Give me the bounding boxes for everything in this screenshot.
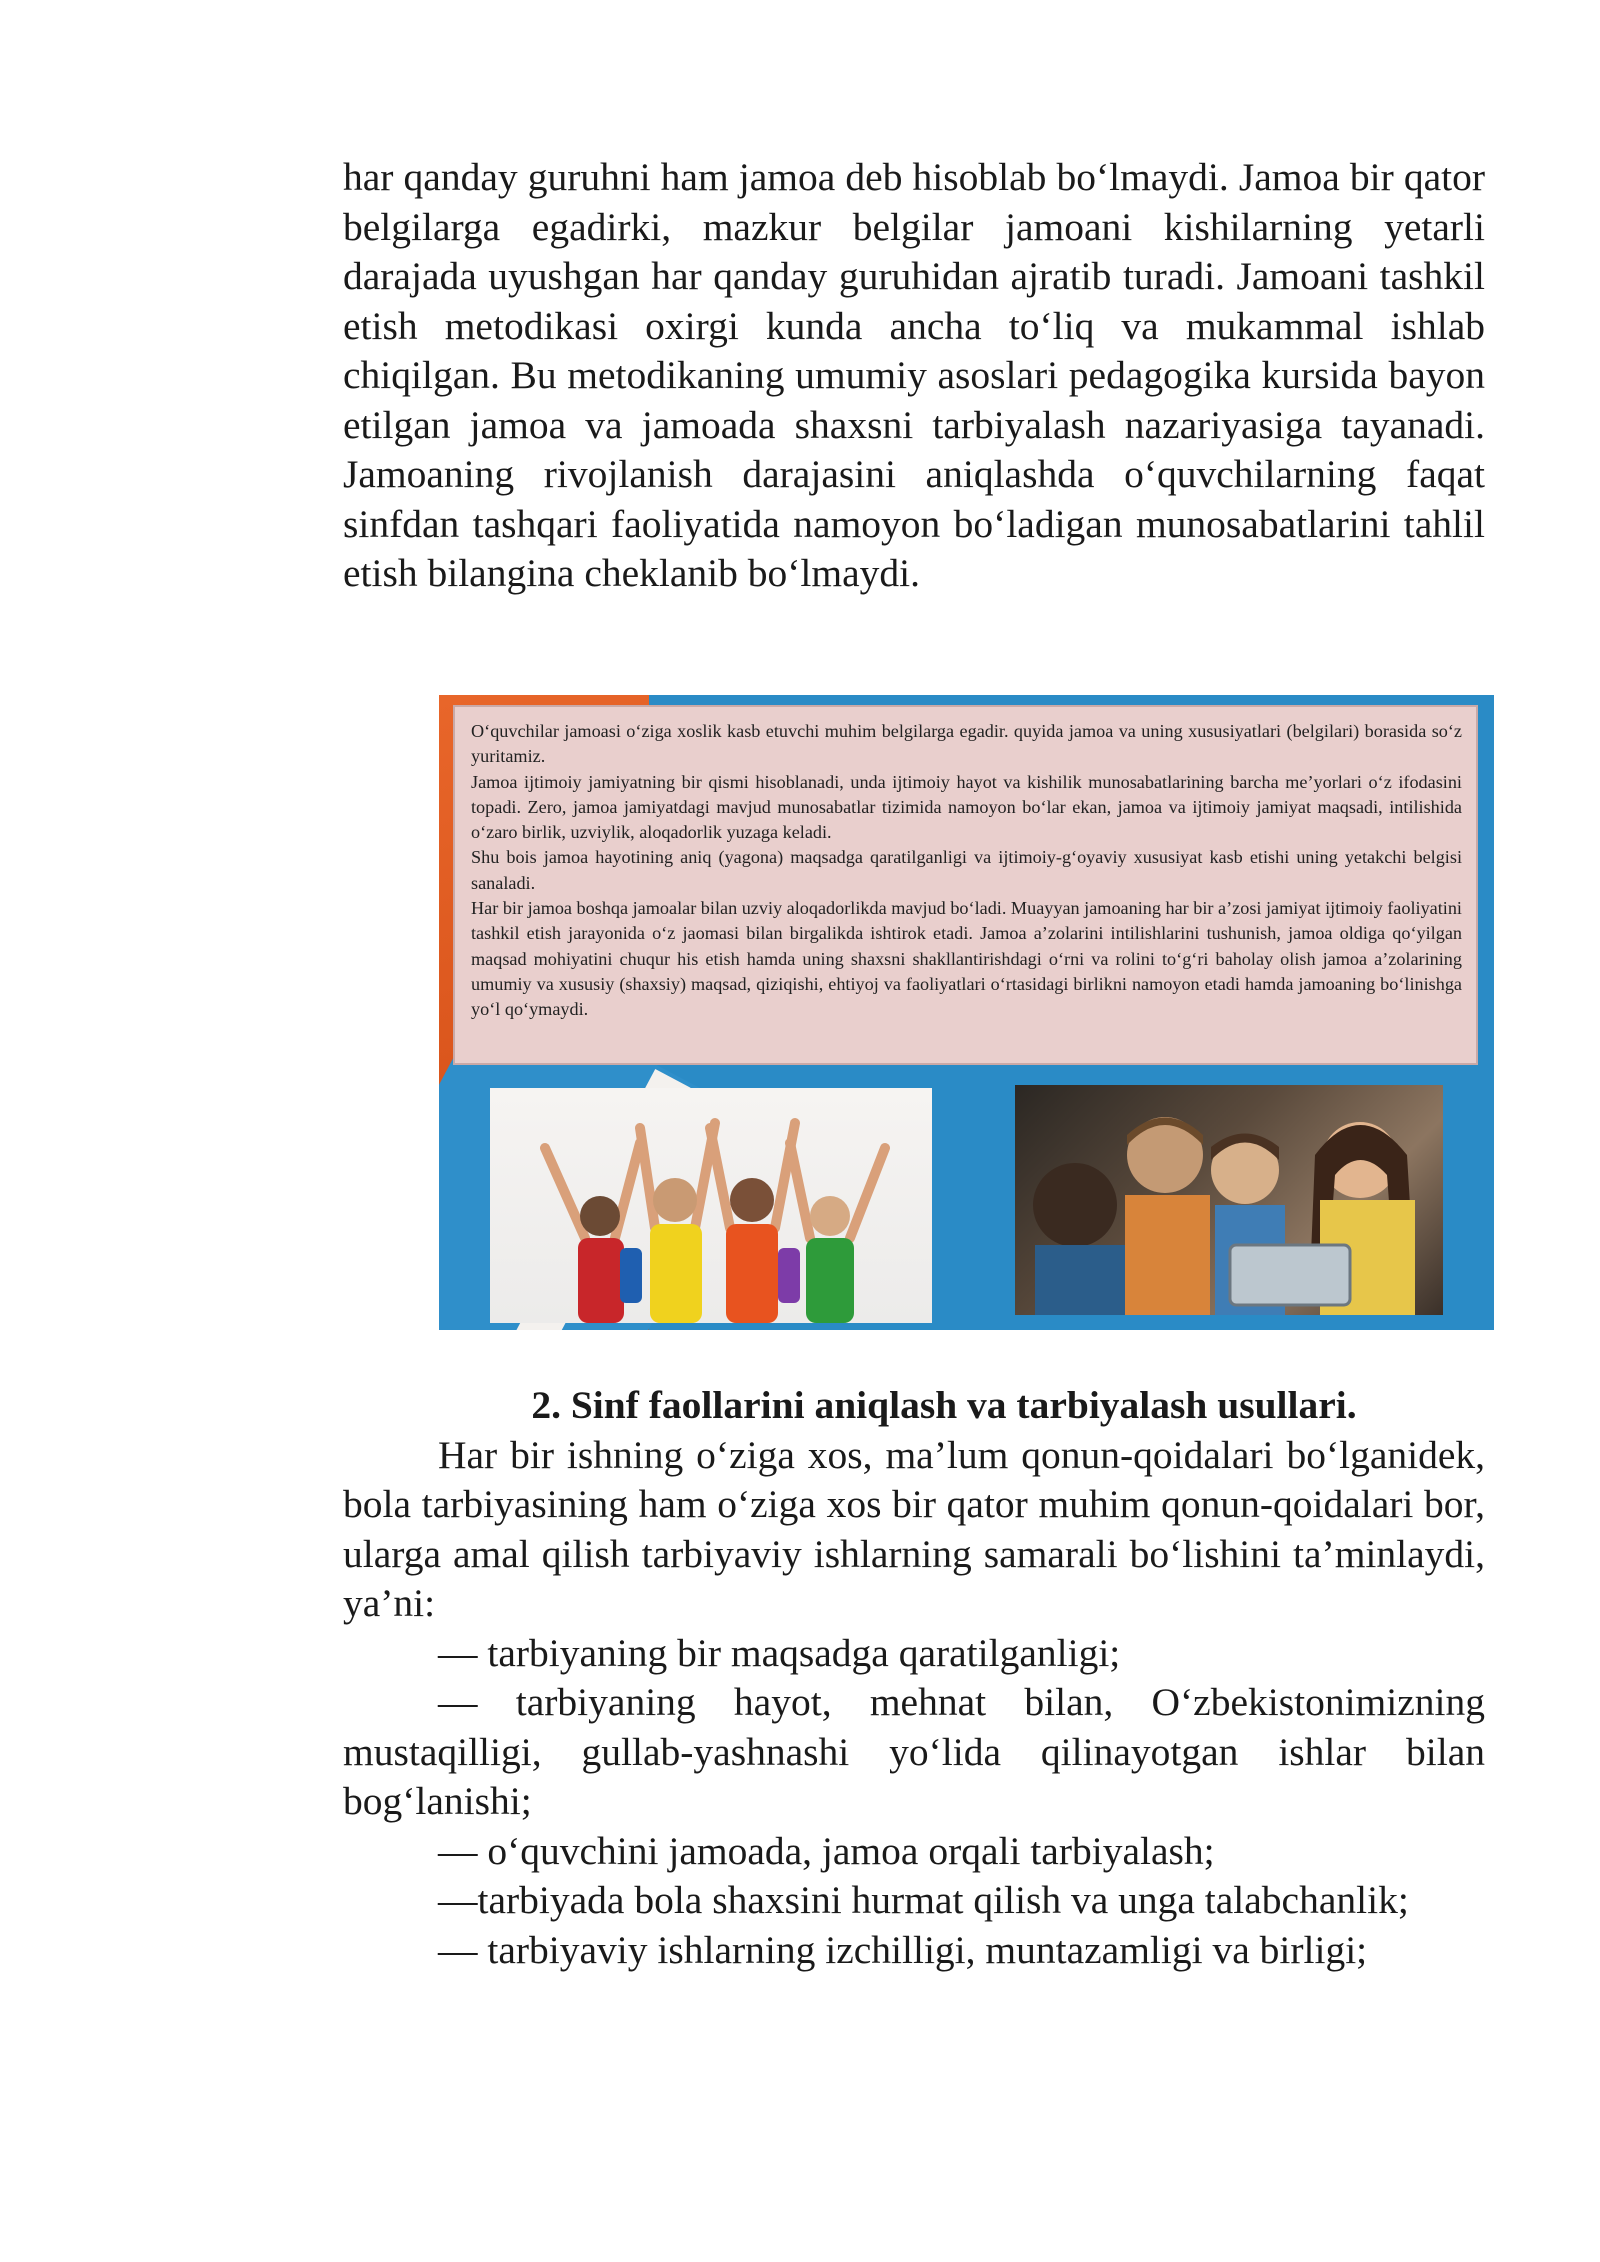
- list-item: — o‘quvchini jamoada, jamoa orqali tarbiyalash;: [438, 1828, 1215, 1873]
- intro-paragraph: har qanday guruhni ham jamoa deb hisoblab bo‘lmaydi. Jamoa bir qator belgilarga egadirki, mazkur belgilar jamoani kishilarning yetarli darajada uyushgan har qanday guruhidan ajratib turadi. Jamoani tashkil etish metodikasi oxirgi kunda ancha to‘liq va mukammal ishlab chiqilgan. Bu metodikaning umumiy asoslari pedagogika kursida bayon etilgan jamoa va jamoada shaxsni tarbiyalash nazariyasiga tayanadi. Jamoaning rivojlanish darajasini aniqlashda o‘quvchilarning faqat sinfdan tashqari faoliyatida namoyon bo‘ladigan munosabatlarini tahlil etish bilangina cheklanib bo‘lmaydi.: [343, 155, 1485, 595]
- intro-paragraph-block: [343, 153, 1485, 599]
- section-heading: 2. Sinf faollarini aniqlash va tarbiyalash usullari.: [531, 1383, 1357, 1427]
- photo-cheering-children: [490, 1088, 932, 1323]
- section-2-block: [343, 1381, 1485, 1975]
- list-item: — tarbiyaning hayot, mehnat bilan, O‘zbekistonimizning mustaqilligi, gullab-yashnashi yo‘lida qilinayotgan ishlar bilan bog‘lanishi;: [343, 1680, 1485, 1823]
- caption-line: Shu bois jamoa hayotining aniq (yagona) maqsadga qaratilganligi va ijtimoiy-g‘oyaviy xususiyat kasb etishi uning yetakchi belgisi sanaladi.: [471, 847, 1462, 893]
- figure-caption-box: [453, 705, 1478, 1065]
- body-paragraph: Har bir ishning o‘ziga xos, ma’lum qonun-qoidalari bo‘lganidek, bola tarbiyasining ham o‘ziga xos bir qator muhim qonun-qoidalari bor, ularga amal qilish tarbiyaviy ishlarning samarali bo‘lishini ta’minlaydi, ya’ni:: [343, 1432, 1485, 1625]
- caption-line: O‘quvchilar jamoasi o‘ziga xoslik kasb etuvchi muhim belgilarga egadir. quyida jamoa va uning xususiyatlari (belgilari) borasida so‘z yuritamiz.: [471, 721, 1462, 767]
- list-item: —tarbiyada bola shaxsini hurmat qilish va unga talabchanlik;: [438, 1878, 1409, 1922]
- illustration-figure: [439, 695, 1494, 1330]
- photo-teacher-with-students: [1015, 1085, 1443, 1315]
- caption-line: Jamoa ijtimoiy jamiyatning bir qismi hisoblanadi, unda ijtimoiy hayot va kishilik munosabatlarining barcha me’yorlari o‘z ifodasini topadi. Zero, jamoa jamiyatdagi mavjud munosabatlar tizimida namoyon bo‘lar ekan, jamoa va ijtimoiy jamiyat maqsadi, intilishida o‘zaro birlik, uzviylik, aloqadorlik yuzaga keladi.: [471, 771, 1462, 843]
- list-item: — tarbiyaning bir maqsadga qaratilganligi;: [438, 1630, 1121, 1675]
- list-item: — tarbiyaviy ishlarning izchilligi, muntazamligi va birligi;: [438, 1927, 1368, 1972]
- caption-line: Har bir jamoa boshqa jamoalar bilan uzviy aloqadorlikda mavjud bo‘ladi. Muayyan jamoaning har bir a’zosi jamiyat ijtimoiy faoliyatini tashkil etish jarayonida o‘z jaomasi bilan birgalikda ishtirok etadi. Jamoa a’zolarini intilishlarini tushunish, jamoa oldiga qo‘yilgan maqsad mohiyatini chuqur his etish hamda uning shaxsni shakllantirishdagi o‘rni va rolini to‘g‘ri baholay olish jamoa a’zolarining umumiy va xususiy (shaxsiy) maqsad, qiziqishi, ehtiyoj va faoliyatlari o‘rtasidagi birlikni namoyon etadi hamda jamoaning bo‘linishga yo‘l qo‘ymaydi.: [471, 898, 1462, 1020]
